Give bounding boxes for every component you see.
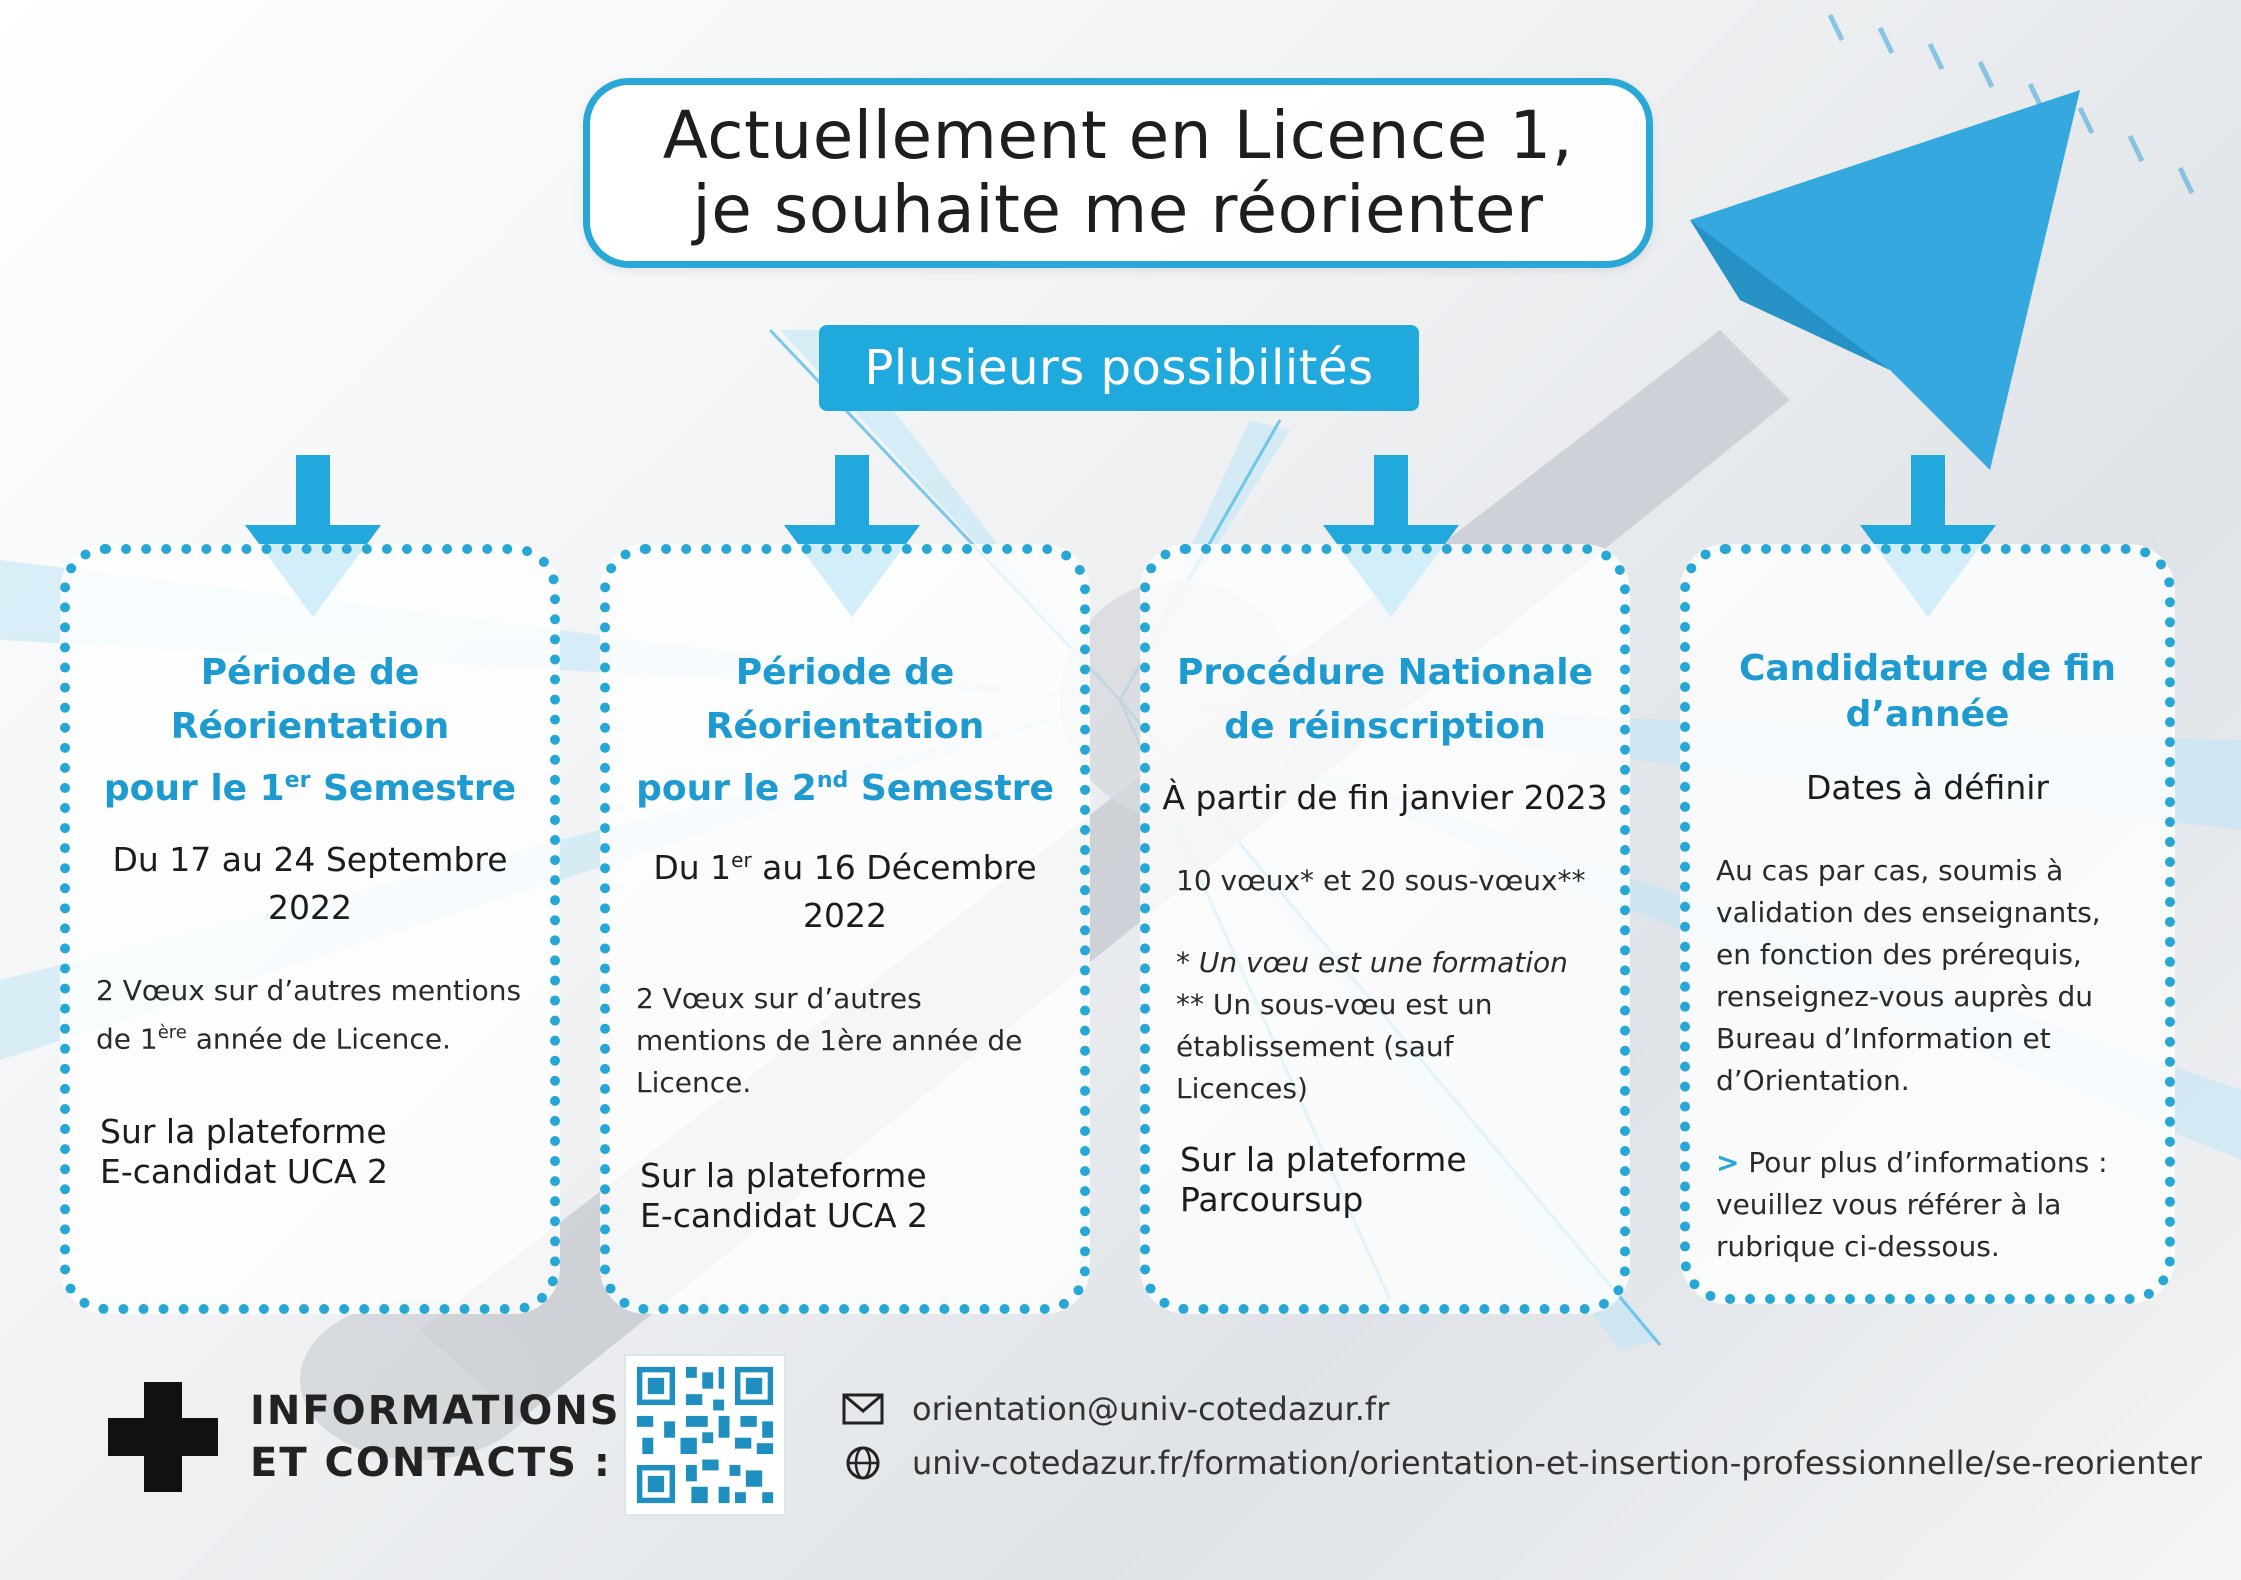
more-info: > Pour plus d’informations : veuillez vous référer à la rubrique ci-dessous. [1716, 1146, 2108, 1263]
card-date: Du 17 au 24 Septembre 2022 [112, 840, 508, 927]
note-2: ** Un sous-vœu est un établissement (sauf Licences) [1176, 988, 1493, 1105]
card-title: Période de Réorientation pour le 1er Semestre [103, 652, 517, 809]
globe-icon [842, 1445, 884, 1481]
card-body: 2 Vœux sur d’autres mentions de 1ère année de Licence. [636, 982, 1023, 1099]
card-body: 2 Vœux sur d’autres mentions de 1ère année de Licence. [96, 974, 522, 1056]
email-row[interactable] [842, 1390, 1389, 1428]
title-line-2: je souhaite me réorienter [692, 171, 1544, 248]
card-date: À partir de fin janvier 2023 [1162, 778, 1608, 817]
card-end-of-year [1680, 544, 2175, 1304]
card-body: Au cas par cas, soumis à validation des enseignants, en fonction des prérequis, renseignez-vous auprès du Bureau d’Information et d’Orientation. > Pour plus d’informations : veuillez vous référer à la rubrique ci-dessous. [1700, 850, 2155, 1268]
info-contacts-label: INFORMATIONS ET CONTACTS : [250, 1388, 621, 1486]
card-date: Du 1er au 16 Décembre 2022 [653, 848, 1037, 935]
qr-code[interactable] [624, 1354, 786, 1516]
envelope-icon [842, 1391, 884, 1427]
possibilities-badge: Plusieurs possibilités [819, 325, 1419, 411]
card-platform: Sur la plateforme Parcoursup [1180, 1140, 1467, 1219]
card-platform: Sur la plateforme E-candidat UCA 2 [640, 1156, 929, 1235]
card-date: Dates à définir [1806, 768, 2049, 807]
email-link[interactable]: orientation@univ-cotedazur.fr [912, 1390, 1390, 1428]
card-semester-2 [600, 544, 1090, 1314]
plus-icon [108, 1382, 218, 1492]
card-platform: Sur la plateforme E-candidat UCA 2 [100, 1112, 389, 1192]
website-row[interactable] [842, 1444, 2202, 1482]
card-semester-1 [60, 544, 560, 1314]
card-title: Période de Réorientation pour le 2nd Semestre [636, 652, 1054, 809]
card-body: 10 vœux* et 20 sous-vœux** * Un vœu est une formation ** Un sous-vœu est un établissement (sauf Licences) [1160, 860, 1610, 1110]
note-1: * Un vœu est une formation [1176, 946, 1568, 979]
title-box [583, 78, 1653, 268]
card-title: Procédure Nationale de réinscription [1176, 652, 1594, 747]
title-line-1: Actuellement en Licence 1, [662, 97, 1574, 174]
website-link[interactable]: univ-cotedazur.fr/formation/orientation-et-insertion-professionnelle/se-reorienter [912, 1444, 2202, 1482]
card-parcoursup [1140, 544, 1630, 1314]
card-title: Candidature de fin d’année [1738, 648, 2117, 735]
